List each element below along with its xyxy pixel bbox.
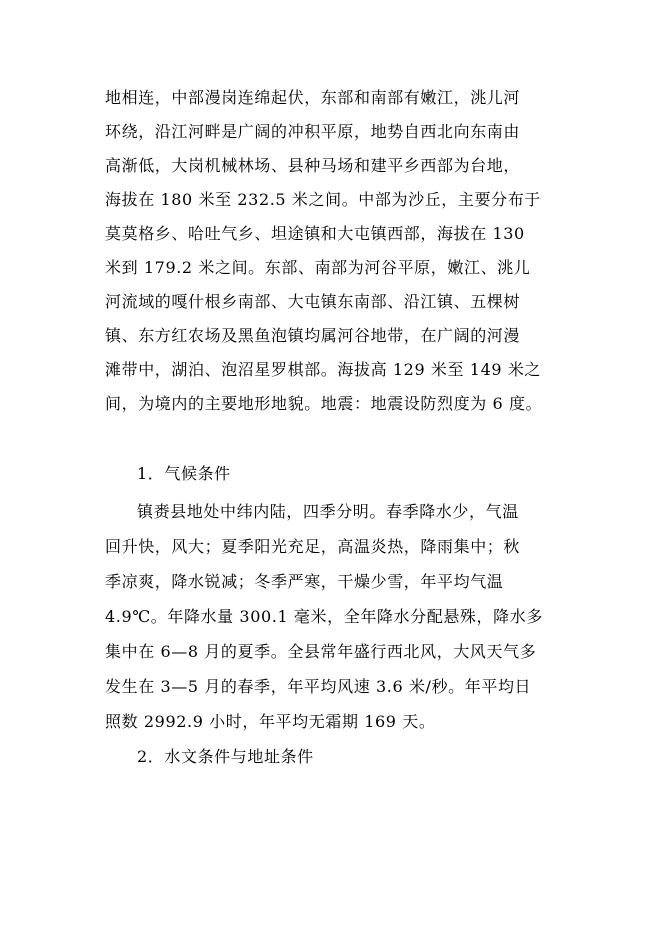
hydro-heading: 2．水文条件与地址条件 [137, 747, 314, 766]
terrain-line-10: 间，为境内的主要地形地貌。地震：地震设防烈度为 6 度。 [105, 394, 543, 413]
climate-line-2: 回升快，风大；夏季阳光充足，高温炎热，降雨集中；秋 [105, 537, 521, 556]
terrain-line-6: 米到 179.2 米之间。东部、南部为河谷平原，嫩江、洮儿 [105, 258, 531, 277]
climate-line-6: 发生在 3—5 月的春季，年平均风速 3.6 米/秒。年平均日 [105, 677, 532, 696]
terrain-line-8: 镇、东方红农场及黑鱼泡镇均属河谷地带，在广阔的河漫 [105, 326, 521, 345]
climate-line-5: 集中在 6—8 月的夏季。全县常年盛行西北风，大风天气多 [105, 642, 537, 661]
climate-line-4: 4.9℃。年降水量 300.1 毫米，全年降水分配悬殊，降水多 [105, 607, 543, 626]
terrain-line-5: 莫莫格乡、哈吐气乡、坦途镇和大屯镇西部，海拔在 130 [105, 224, 525, 243]
terrain-line-4: 海拔在 180 米至 232.5 米之间。中部为沙丘，主要分布于 [105, 190, 541, 209]
climate-line-7: 照数 2992.9 小时，年平均无霜期 169 天。 [105, 712, 436, 731]
terrain-line-1: 地相连，中部漫岗连绵起伏，东部和南部有嫩江，洮儿河 [105, 88, 521, 107]
climate-heading: 1．气候条件 [137, 464, 231, 483]
climate-line-1: 镇赉县地处中纬内陆，四季分明。春季降水少，气温 [137, 502, 519, 521]
terrain-line-2: 环绕，沿江河畔是广阔的冲积平原，地势自西北向东南由 [105, 122, 521, 141]
terrain-line-9: 滩带中，湖泊、泡沼星罗棋部。海拔高 129 米至 149 米之 [105, 360, 542, 379]
climate-line-3: 季凉爽，降水锐减；冬季严寒，干燥少雪，年平均气温 [105, 572, 504, 591]
terrain-line-3: 高渐低，大岗机械林场、县种马场和建平乡西部为台地， [105, 156, 521, 175]
terrain-line-7: 河流域的嘎什根乡南部、大屯镇东南部、沿江镇、五棵树 [105, 292, 521, 311]
